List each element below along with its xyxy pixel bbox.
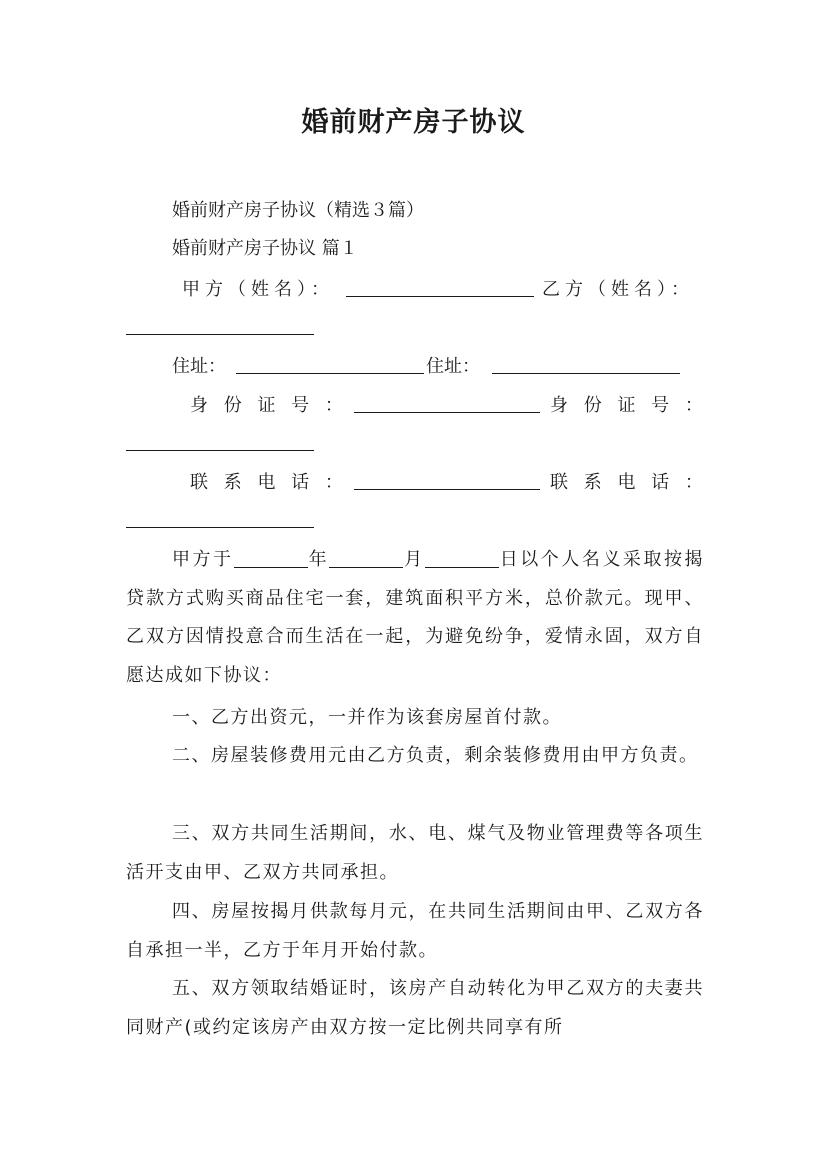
id-label-b: 身 份 证 号 ：	[550, 395, 708, 416]
document-subtitle: 婚前财产房子协议（精选３篇）	[172, 200, 424, 221]
id-field-b	[126, 432, 314, 451]
document-title: 婚前财产房子协议	[301, 107, 526, 138]
intro-year: 年	[307, 549, 330, 570]
intro-month: 月	[403, 549, 425, 570]
address-label-b: 住址：	[426, 356, 480, 377]
date-month-blank	[329, 549, 403, 568]
id-field-a	[354, 394, 540, 413]
party-a-name-field	[346, 278, 534, 297]
party-b-name-label: 乙方（姓名）：	[542, 279, 694, 300]
intro-paragraph	[126, 541, 704, 695]
phone-label-a: 联 系 电 话 ：	[190, 472, 348, 493]
phone-label-b: 联 系 电 话 ：	[550, 472, 708, 493]
clause-1: 一、乙方出资元，一并作为该套房屋首付款。	[172, 707, 562, 728]
phone-field-b	[126, 509, 314, 528]
date-year-blank	[234, 549, 308, 568]
intro-day-rest: 日以个人名义采取	[498, 549, 664, 570]
id-label-a: 身 份 证 号 ：	[190, 395, 348, 416]
section-heading: 婚前财产房子协议 篇１	[172, 238, 358, 259]
party-b-name-field	[126, 316, 314, 335]
date-day-blank	[425, 549, 499, 568]
clause-3: 三、双方共同生活期间，水、电、煤气及物业管理费等各项生活开支由甲、乙双方共同承担。	[126, 823, 704, 883]
clause-4: 四、房屋按揭月供款每月元，在共同生活期间由甲、乙双方各自承担一半，乙方于年月开始付款。	[126, 901, 704, 961]
address-field-a	[236, 355, 424, 374]
clause-2: 二、房屋装修费用元由乙方负责，剩余装修费用由甲方负责。	[172, 745, 699, 766]
clause-5: 五、双方领取结婚证时，该房产自动转化为甲乙双方的夫妻共同财产(或约定该房产由双方按一定比例共同享有所	[126, 978, 704, 1038]
address-field-b	[492, 355, 680, 374]
intro-prefix: 甲方于	[172, 549, 234, 570]
party-a-name-label: 甲方（姓名）：	[182, 279, 334, 300]
intro-continued: 按揭贷款方式购买商品住宅一套，建筑面积平方米，总价款元。现甲、乙双方因情投意合而生活在一起，为避免纷争，爱情永固，双方自愿达成如下协议：	[126, 549, 705, 686]
address-label-a: 住址：	[172, 356, 226, 377]
phone-field-a	[354, 471, 540, 490]
